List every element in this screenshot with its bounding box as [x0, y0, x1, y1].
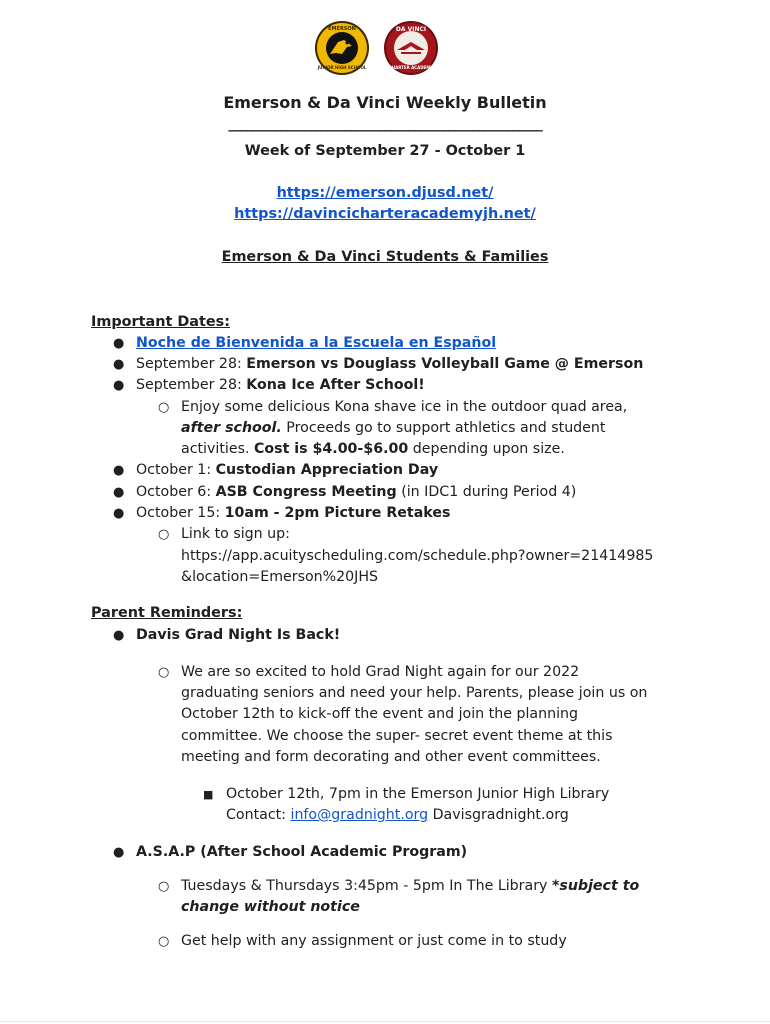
list-item — [136, 482, 576, 503]
contact-website: Davisgradnight.org — [428, 807, 569, 823]
title-rule: ______________________________________________________ — [228, 116, 542, 132]
date-label: October 1: — [136, 462, 216, 478]
davinci-logo-top-text: DA VINCI — [395, 26, 427, 33]
kona-text-line: Enjoy some delicious Kona shave ice in the outdoor quad area, — [181, 399, 628, 415]
bullet-circle: ○ — [158, 665, 170, 680]
event-label: ASB Congress Meeting — [215, 484, 397, 500]
asap-schedule-line — [181, 876, 639, 897]
davinci-logo — [383, 20, 439, 76]
grad-text-line: We are so excited to hold Grad Night again for our 2022 — [181, 664, 580, 680]
important-dates-heading: Important Dates: — [91, 314, 230, 330]
davinci-logo-bottom-text: CHARTER ACADEMY — [388, 65, 434, 70]
date-label: September 28: — [136, 356, 247, 372]
emerson-logo-top-text: EMERSON — [328, 26, 356, 32]
asap-schedule: Tuesdays & Thursdays 3:45pm - 5pm In The Library — [181, 878, 552, 894]
bullet-dot: ● — [113, 378, 125, 393]
kona-text-line — [181, 439, 565, 460]
bullet-square: ■ — [203, 788, 214, 801]
asap-disclaimer: *subject to — [551, 878, 640, 894]
signup-url-line[interactable]: &location=Emerson%20JHS — [181, 569, 379, 585]
asap-help-text: Get help with any assignment or just come in to study — [181, 933, 567, 949]
bullet-dot: ● — [113, 336, 125, 351]
grad-meeting-info: October 12th, 7pm in the Emerson Junior High Library — [226, 786, 610, 802]
kona-text: activities. — [181, 441, 254, 457]
davinci-site-link[interactable]: https://davincicharteracademyjh.net/ — [234, 206, 536, 222]
bullet-circle: ○ — [158, 400, 170, 415]
page-edge — [0, 1021, 770, 1022]
event-label: Kona Ice After School! — [246, 377, 425, 393]
list-item — [136, 375, 425, 396]
emerson-logo — [314, 20, 370, 76]
date-label: September 28: — [136, 377, 247, 393]
asap-disclaimer: change without notice — [181, 899, 360, 915]
audience-heading: Emerson & Da Vinci Students & Families — [221, 249, 549, 265]
date-label: October 15: — [136, 505, 225, 521]
date-label: October 6: — [136, 484, 216, 500]
emerson-logo-bottom-text: JUNIOR HIGH SCHOOL — [317, 65, 367, 70]
bullet-dot: ● — [113, 357, 125, 372]
kona-text: depending upon size. — [408, 441, 565, 457]
grad-contact-line — [226, 805, 569, 826]
bullet-circle: ○ — [158, 527, 170, 542]
bulletin-title: Emerson & Da Vinci Weekly Bulletin — [223, 93, 547, 112]
parent-reminders-heading: Parent Reminders: — [91, 605, 243, 621]
signup-label: Link to sign up: — [181, 526, 290, 542]
bullet-dot: ● — [113, 485, 125, 500]
contact-email-link[interactable]: info@gradnight.org — [290, 807, 429, 823]
bullet-dot: ● — [113, 506, 125, 521]
bullet-dot: ● — [113, 463, 125, 478]
grad-text-line: October 12th to kick-off the event and join the planning — [181, 706, 579, 722]
kona-text: Proceeds go to support athletics and student — [281, 420, 606, 436]
bullet-circle: ○ — [158, 879, 170, 894]
emerson-site-link[interactable]: https://emerson.djusd.net/ — [276, 185, 494, 201]
signup-url-line[interactable]: https://app.acuityscheduling.com/schedule.php?owner=21414985 — [181, 548, 654, 564]
week-label: Week of September 27 - October 1 — [244, 143, 526, 159]
grad-night-title: Davis Grad Night Is Back! — [136, 627, 341, 643]
bullet-circle: ○ — [158, 934, 170, 949]
bullet-dot: ● — [113, 628, 125, 643]
noche-link[interactable]: Noche de Bienvenida a la Escuela en Español — [136, 335, 497, 351]
after-school-emphasis: after school. — [181, 420, 282, 436]
event-label: 10am - 2pm Picture Retakes — [224, 505, 451, 521]
contact-label: Contact: — [226, 807, 291, 823]
grad-text-line: meeting and form decorating and other event committees. — [181, 749, 601, 765]
event-note: (in IDC1 during Period 4) — [396, 484, 577, 500]
list-item — [136, 460, 438, 481]
asap-title: A.S.A.P (After School Academic Program) — [136, 844, 468, 860]
bullet-dot: ● — [113, 845, 125, 860]
event-label: Emerson vs Douglass Volleyball Game @ Emerson — [246, 356, 644, 372]
grad-text-line: committee. We choose the super- secret event theme at this — [181, 728, 613, 744]
kona-text-line — [181, 418, 605, 439]
event-label: Custodian Appreciation Day — [215, 462, 439, 478]
list-item — [136, 503, 450, 524]
list-item — [136, 354, 643, 375]
kona-cost: Cost is $4.00-$6.00 — [253, 441, 409, 457]
grad-text-line: graduating seniors and need your help. Parents, please join us on — [181, 685, 648, 701]
